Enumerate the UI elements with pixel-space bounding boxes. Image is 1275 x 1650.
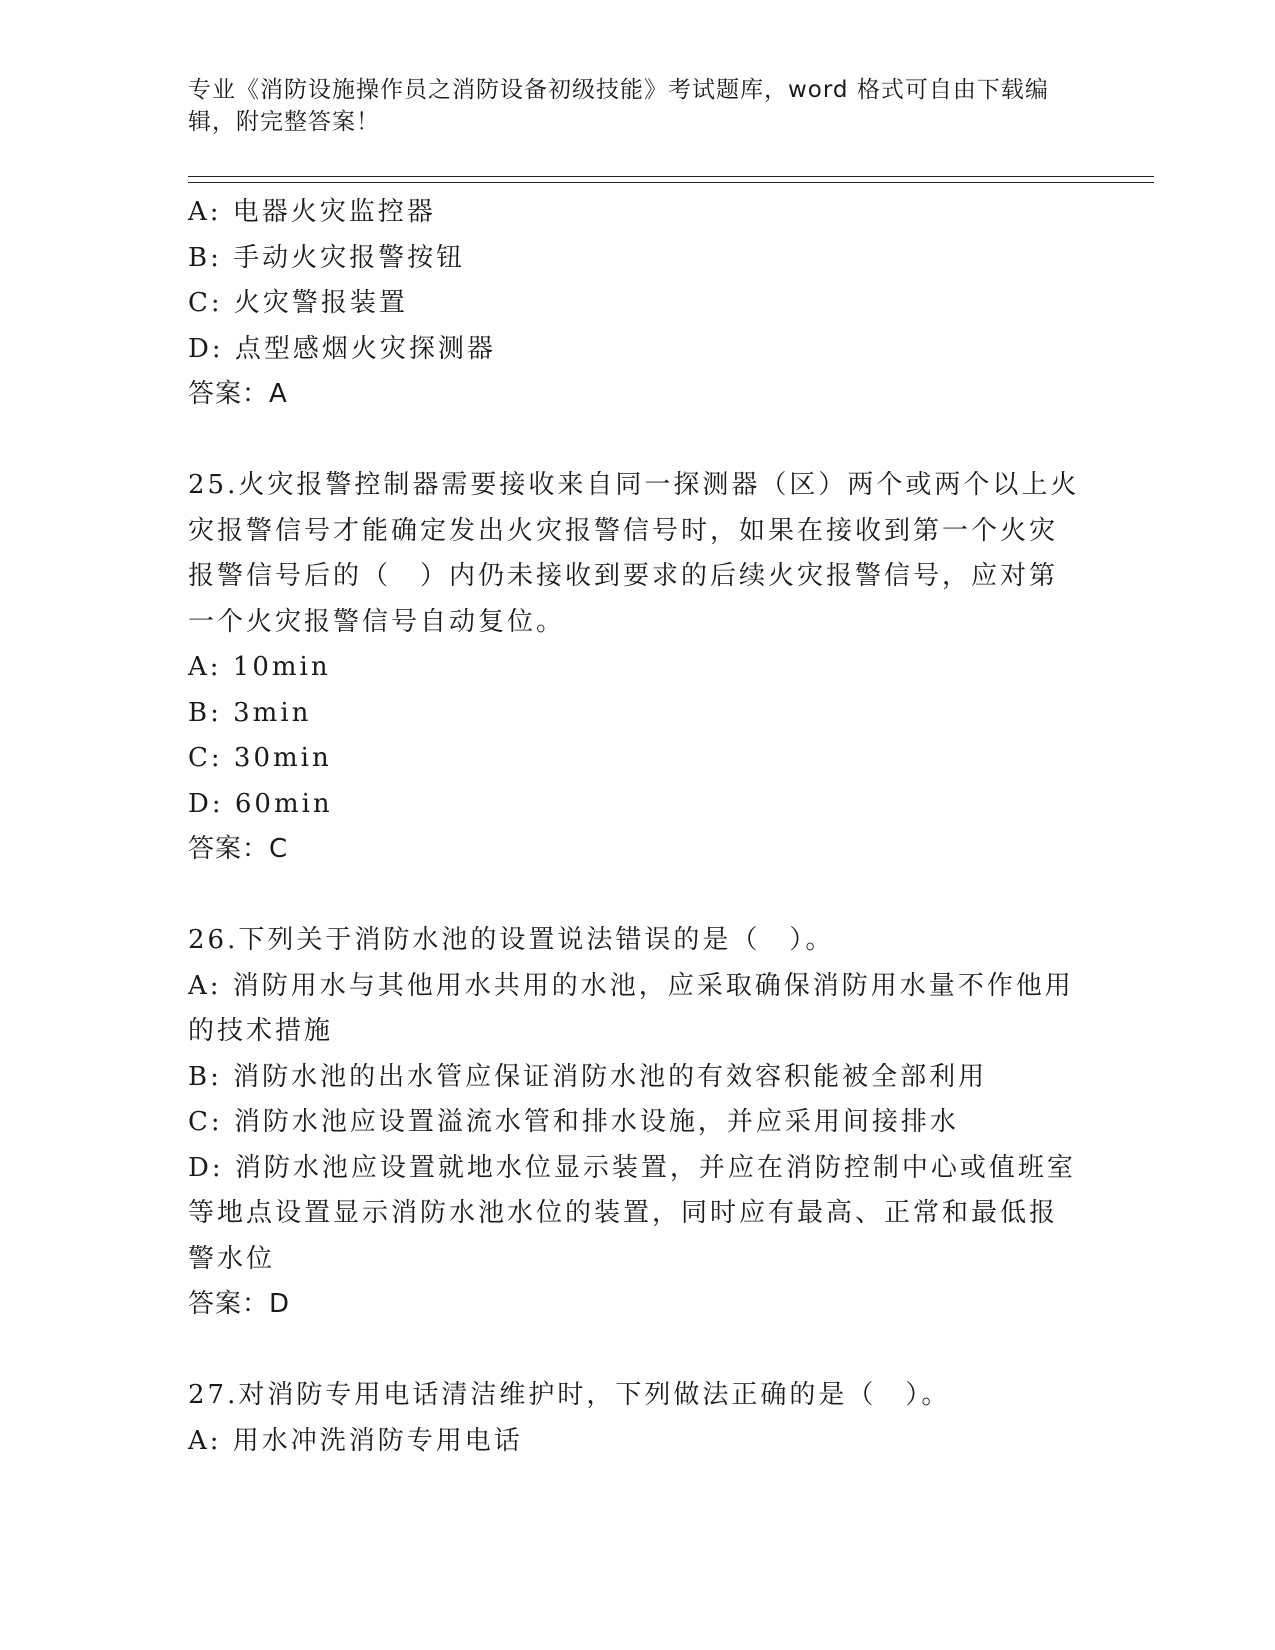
q25-stem-line-3: 报警信号后的（ ）内仍未接收到要求的后续火灾报警信号，应对第 xyxy=(188,561,1059,591)
document-body xyxy=(188,190,1088,1464)
q24-option-b: B: 手动火灾报警按钮 xyxy=(188,242,466,273)
q25-option-d: D: 60min xyxy=(188,788,333,819)
q24-answer: 答案：A xyxy=(188,379,288,409)
document-header xyxy=(188,74,1088,138)
q26-option-a-line-2: 的技术措施 xyxy=(188,1016,334,1046)
question-26 xyxy=(188,918,1088,1328)
q26-option-c: C: 消防水池应设置溢流水管和排水设施，并应采用间接排水 xyxy=(188,1107,959,1137)
spacer xyxy=(188,1328,1088,1374)
q25-stem-line-4: 一个火灾报警信号自动复位。 xyxy=(188,606,566,637)
q26-option-a-line-1: A: 消防用水与其他用水共用的水池，应采取确保消防用水量不作他用 xyxy=(188,970,1074,1001)
q25-option-b: B: 3min xyxy=(188,697,312,728)
q24-option-c: C: 火灾警报装置 xyxy=(188,288,408,318)
spacer xyxy=(188,418,1088,464)
q25-answer: 答案：C xyxy=(188,834,289,864)
q24-option-a: A: 电器火灾监控器 xyxy=(188,197,436,227)
q26-option-d-line-1: D: 消防水池应设置就地水位显示装置，并应在消防控制中心或值班室 xyxy=(188,1152,1076,1183)
question-25 xyxy=(188,463,1088,873)
question-27 xyxy=(188,1373,1088,1464)
q27-stem: 27.对消防专用电话清洁维护时，下列做法正确的是（ ）。 xyxy=(188,1380,951,1410)
spacer xyxy=(188,873,1088,919)
header-divider-top xyxy=(188,176,1154,177)
q26-stem: 26.下列关于消防水池的设置说法错误的是（ ）。 xyxy=(188,925,835,955)
q25-option-c: C: 30min xyxy=(188,743,332,773)
header-line-2: 辑，附完整答案！ xyxy=(188,109,380,135)
q27-option-a: A: 用水冲洗消防专用电话 xyxy=(188,1425,523,1456)
q25-stem-line-2: 灾报警信号才能确定发出火灾报警信号时，如果在接收到第一个火灾 xyxy=(188,515,1059,546)
q25-stem-line-1: 25.火灾报警控制器需要接收来自同一探测器（区）两个或两个以上火 xyxy=(188,470,1080,500)
q26-option-d-line-3: 警水位 xyxy=(188,1243,276,1274)
q25-option-a: A: 10min xyxy=(188,652,331,682)
header-line-1: 专业《消防设施操作员之消防设备初级技能》考试题库，word 格式可自由下载编 xyxy=(188,77,1049,103)
q26-option-d-line-2: 等地点设置显示消防水池水位的装置，同时应有最高、正常和最低报 xyxy=(188,1198,1059,1228)
q26-option-b: B: 消防水池的出水管应保证消防水池的有效容积能被全部利用 xyxy=(188,1061,988,1092)
question-24 xyxy=(188,190,1088,418)
q24-option-d: D: 点型感烟火灾探测器 xyxy=(188,333,496,364)
header-divider-bottom xyxy=(188,182,1154,183)
q26-answer: 答案：D xyxy=(188,1289,291,1319)
